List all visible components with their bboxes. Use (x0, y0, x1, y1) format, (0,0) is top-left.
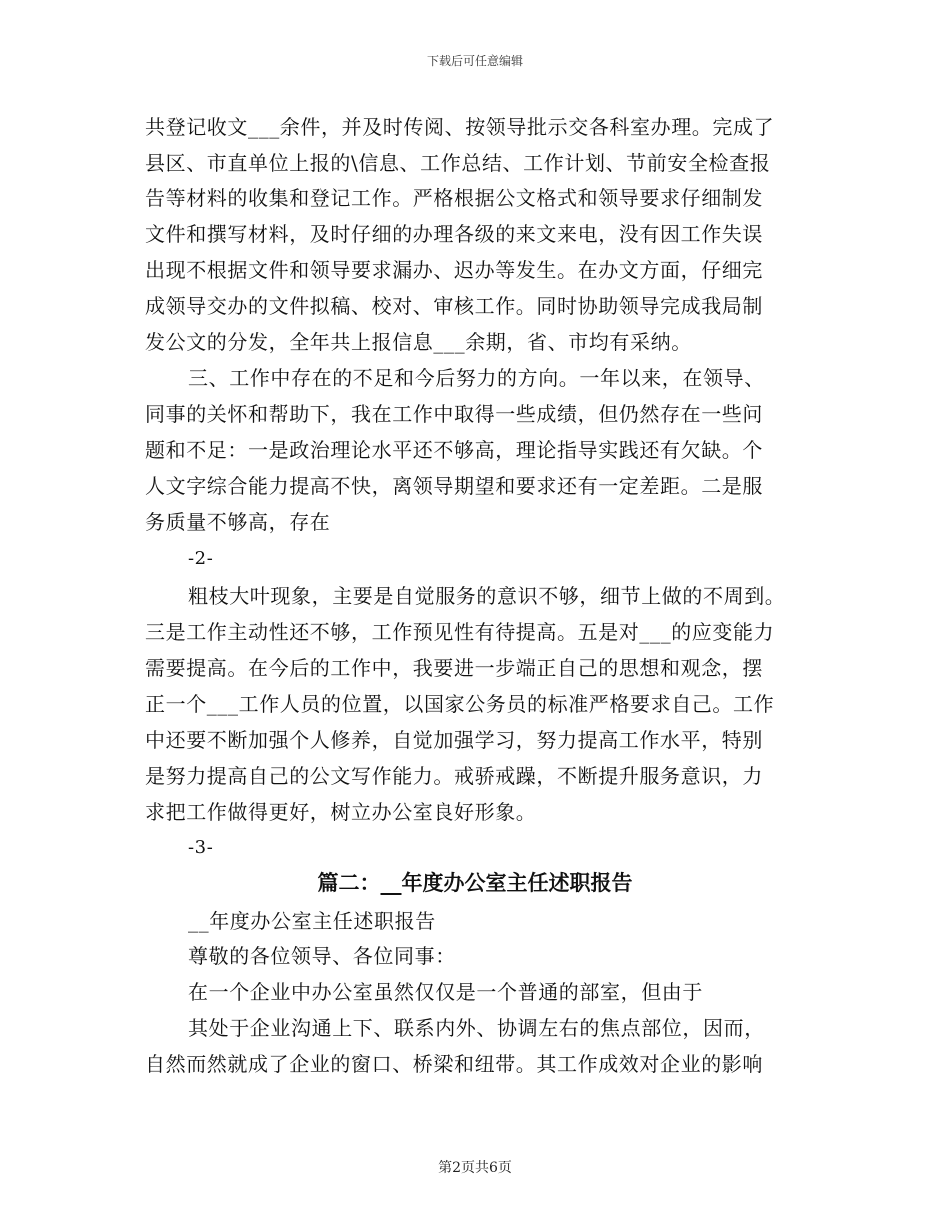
text-line: 正一个___工作人员的位置，以国家公务员的标准严格要求自己。工作 (145, 692, 775, 716)
text-line: 题和不足：一是政治理论水平还不够高，理论指导实践还有欠缺。个 (145, 438, 763, 462)
text-line: 是努力提高自己的公文写作能力。戒骄戒躁，不断提升服务意识，力 (145, 764, 763, 788)
text-line: 同事的关怀和帮助下，我在工作中取得一些成绩，但仍然存在一些问 (145, 402, 763, 426)
text-line: 尊敬的各位领导、各位同事： (188, 944, 456, 968)
text-line: 县区、市直单位上报的\信息、工作总结、工作计划、节前安全检查报 (145, 151, 771, 175)
text-line: 粗枝大叶现象，主要是自觉服务的意识不够，细节上做的不周到。 (188, 584, 786, 608)
text-line: 在一个企业中办公室虽然仅仅是一个普通的部室，但由于 (188, 980, 703, 1004)
text-line: 发公文的分发，全年共上报信息___余期，省、市均有采纳。 (145, 330, 692, 354)
text-line: 三是工作主动性还不够，工作预见性有待提高。五是对___的应变能力 (145, 620, 775, 644)
text-line: 人文字综合能力提高不快，离领导期望和要求还有一定差距。二是服 (145, 474, 763, 498)
text-line: 三、工作中存在的不足和今后努力的方向。一年以来，在领导、 (188, 366, 765, 390)
text-line: 自然而然就成了企业的窗口、桥梁和纽带。其工作成效对企业的影响 (145, 1052, 763, 1076)
page-marker: -2- (188, 548, 214, 569)
text-line: 共登记收文___余件，并及时传阅、按领导批示交各科室办理。完成了 (145, 115, 775, 139)
section-title: 篇二：__年度办公室主任述职报告 (317, 870, 633, 895)
text-line: 中还要不断加强个人修养，自觉加强学习，努力提高工作水平，特别 (145, 728, 763, 752)
text-line: 告等材料的收集和登记工作。严格根据公文格式和领导要求仔细制发 (145, 186, 763, 210)
text-line: 求把工作做得更好，树立办公室良好形象。 (145, 800, 537, 824)
text-line: 成领导交办的文件拟稿、校对、审核工作。同时协助领导完成我局制 (145, 294, 763, 318)
text-line: __年度办公室主任述职报告 (188, 909, 436, 933)
page-header-note: 下载后可任意编辑 (426, 54, 523, 68)
page-marker: -3- (188, 837, 214, 858)
text-line: 务质量不够高，存在 (145, 510, 331, 534)
text-line: 出现不根据文件和领导要求漏办、迟办等发生。在办文方面，仔细完 (145, 258, 763, 282)
text-line: 文件和撰写材料，及时仔细的办理各级的来文来电，没有因工作失误 (145, 222, 763, 246)
page-number-footer: 第2页共6页 (438, 1160, 512, 1176)
text-line: 其处于企业沟通上下、联系内外、协调左右的焦点部位，因而， (188, 1016, 765, 1040)
text-line: 需要提高。在今后的工作中，我要进一步端正自己的思想和观念，摆 (145, 656, 763, 680)
